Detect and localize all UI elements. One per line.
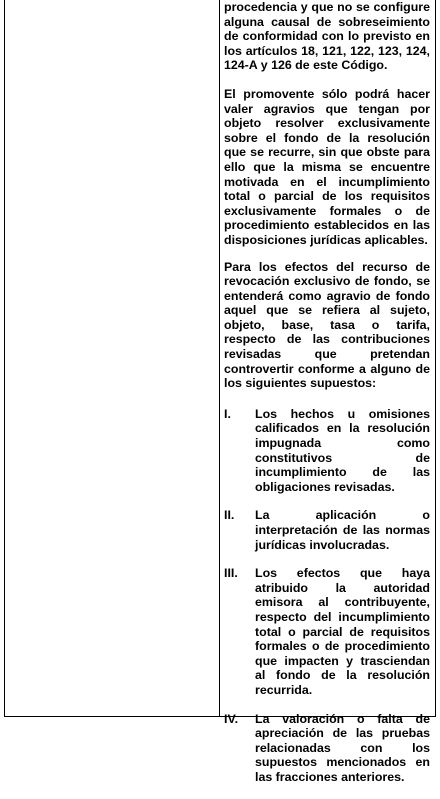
paragraph-agravios: El promovente sólo podrá hacer valer agravios que tengan por objeto resolver exclusivamente sobre el fondo de la resolución que se recurre, sin que obste para ello que la misma se encuentre motivada en el incumplimiento total o parcial de los requisitos exclusivamente formales o de procedimiento establecidos en las disposiciones jurídicas aplicables. (224, 86, 430, 247)
column-divider (219, 0, 220, 717)
list-item (224, 712, 430, 785)
intro-paragraph: procedencia y que no se configure alguna causal de sobreseimiento de conformidad con lo previsto en los artículos 18, 121, 122, 123, 124, 124-A y 126 de este Código. (224, 0, 430, 73)
item-text: Los efectos que haya atribuido la autoridad emisora al contribuyente, respecto del incumplimiento total o parcial de requisitos formales o de procedimiento que impacten y trasciendan al fondo de la resolución recurrida. (255, 566, 430, 697)
list-item (224, 508, 430, 552)
item-numeral: I. (224, 406, 231, 421)
right-column-cell (224, 0, 430, 799)
item-text: La valoración o falta de apreciación de las pruebas relacionadas con los supuestos mencionados en las fracciones anteriores. (255, 711, 430, 784)
list-item (224, 407, 430, 495)
item-text: La aplicación o interpretación de las normas jurídicas involucradas. (255, 508, 430, 552)
item-numeral: IV. (224, 711, 239, 726)
list-item (224, 566, 430, 697)
item-numeral: II. (224, 508, 235, 523)
item-text: Los hechos u omisiones calificados en la resolución impugnada como constitutivos de incumplimiento de las obligaciones revisadas. (255, 406, 430, 494)
paragraph-efectos: Para los efectos del recurso de revocación exclusivo de fondo, se entenderá como agravio de fondo aquel que se refiera al sujeto, objeto, base, tasa o tarifa, respecto de las contribuciones revisadas que pretendan controvertir conforme a alguno de los siguientes supuestos: (224, 259, 430, 391)
item-numeral: III. (224, 566, 238, 581)
